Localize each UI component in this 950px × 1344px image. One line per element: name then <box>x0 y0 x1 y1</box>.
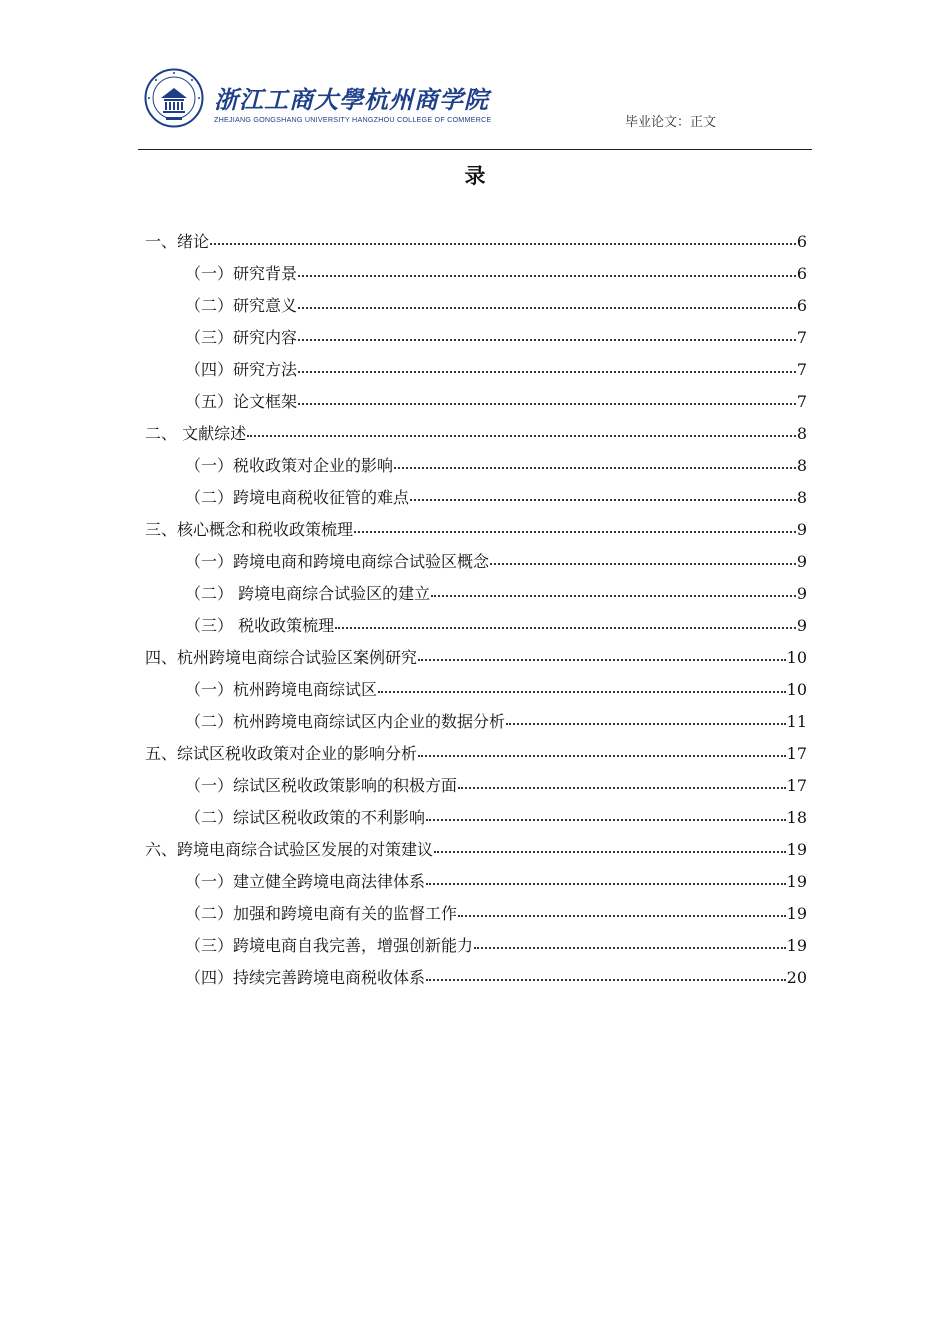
toc-section-entry[interactable] <box>145 898 807 930</box>
toc-page-number: 20 <box>786 968 807 987</box>
toc-page-number: 19 <box>786 904 807 923</box>
toc-section-entry[interactable] <box>145 386 807 418</box>
toc-entry-title: （二）加强和跨境电商有关的监督工作 <box>185 904 458 923</box>
toc-dot-leader <box>426 805 786 821</box>
toc-dot-leader <box>506 709 786 725</box>
toc-dot-leader <box>458 773 786 789</box>
header-divider <box>138 149 812 150</box>
toc-chapter-entry[interactable] <box>145 834 807 866</box>
toc-page-number: 6 <box>796 232 807 251</box>
toc-dot-leader <box>431 581 796 597</box>
toc-entry-title: （一）杭州跨境电商综试区 <box>185 680 378 699</box>
toc-section-entry[interactable] <box>145 482 807 514</box>
toc-section-entry[interactable] <box>145 354 807 386</box>
toc-section-entry[interactable] <box>145 770 807 802</box>
toc-dot-leader <box>394 453 796 469</box>
toc-dot-leader <box>298 357 796 373</box>
toc-dot-leader <box>247 421 796 437</box>
toc-page-number: 7 <box>796 328 807 347</box>
toc-page-number: 10 <box>786 680 807 699</box>
toc-dot-leader <box>298 389 796 405</box>
toc-section-entry[interactable] <box>145 930 807 962</box>
toc-entry-title: （三）跨境电商自我完善，增强创新能力 <box>185 936 474 955</box>
toc-dot-leader <box>426 869 786 885</box>
toc-page-number: 6 <box>796 264 807 283</box>
toc-entry-title: 六、跨境电商综合试验区发展的对策建议 <box>145 840 434 859</box>
toc-dot-leader <box>426 965 786 981</box>
toc-dot-leader <box>354 517 796 533</box>
toc-title: 录 <box>464 164 486 188</box>
toc-entry-title: 四、杭州跨境电商综合试验区案例研究 <box>145 648 418 667</box>
toc-page-number: 19 <box>786 872 807 891</box>
toc-entry-title: （二） 跨境电商综合试验区的建立 <box>185 584 431 603</box>
toc-dot-leader <box>378 677 786 693</box>
toc-dot-leader <box>298 325 796 341</box>
toc-entry-title: （四）持续完善跨境电商税收体系 <box>185 968 426 987</box>
school-name-english: ZHEJIANG GONGSHANG UNIVERSITY HANGZHOU COLLEGE OF COMMERCE <box>214 115 492 124</box>
toc-entry-title: 二、 文献综述 <box>145 424 247 443</box>
toc-section-entry[interactable] <box>145 290 807 322</box>
toc-page-number: 11 <box>786 712 807 731</box>
toc-dot-leader <box>210 229 796 245</box>
toc-section-entry[interactable] <box>145 258 807 290</box>
toc-entry-title: （一）跨境电商和跨境电商综合试验区概念 <box>185 552 490 571</box>
toc-entry-title: （三）研究内容 <box>185 328 298 347</box>
university-seal-icon <box>144 68 204 128</box>
toc-page-number: 17 <box>786 776 807 795</box>
toc-dot-leader <box>458 901 786 917</box>
toc-page-number: 9 <box>796 584 807 603</box>
toc-dot-leader <box>410 485 796 501</box>
toc-entry-title: （四）研究方法 <box>185 360 298 379</box>
toc-section-entry[interactable] <box>145 962 807 994</box>
toc-chapter-entry[interactable] <box>145 642 807 674</box>
toc-entry-title: （五）论文框架 <box>185 392 298 411</box>
toc-dot-leader <box>490 549 796 565</box>
toc-dot-leader <box>474 933 786 949</box>
toc-page-number: 18 <box>786 808 807 827</box>
toc-entry-title: （一）建立健全跨境电商法律体系 <box>185 872 426 891</box>
toc-section-entry[interactable] <box>145 322 807 354</box>
toc-chapter-entry[interactable] <box>145 418 807 450</box>
toc-page-number: 9 <box>796 552 807 571</box>
toc-entry-title: （二）跨境电商税收征管的难点 <box>185 488 410 507</box>
toc-section-entry[interactable] <box>145 706 807 738</box>
toc-section-entry[interactable] <box>145 866 807 898</box>
toc-dot-leader <box>434 837 786 853</box>
toc-chapter-entry[interactable] <box>145 514 807 546</box>
toc-entry-title: （三） 税收政策梳理 <box>185 616 335 635</box>
toc-section-entry[interactable] <box>145 674 807 706</box>
toc-page-number: 10 <box>786 648 807 667</box>
toc-dot-leader <box>418 645 786 661</box>
toc-entry-title: （一）税收政策对企业的影响 <box>185 456 394 475</box>
toc-entry-title: （一）研究背景 <box>185 264 298 283</box>
toc-section-entry[interactable] <box>145 546 807 578</box>
toc-page-number: 9 <box>796 616 807 635</box>
toc-page-number: 8 <box>796 424 807 443</box>
toc-page-number: 7 <box>796 392 807 411</box>
toc-chapter-entry[interactable] <box>145 738 807 770</box>
toc-section-entry[interactable] <box>145 578 807 610</box>
toc-entry-title: （二）综试区税收政策的不利影响 <box>185 808 426 827</box>
toc-section-entry[interactable] <box>145 450 807 482</box>
document-type-label: 毕业论文：正文 <box>624 115 716 130</box>
toc-page-number: 6 <box>796 296 807 315</box>
toc-entry-title: 三、核心概念和税收政策梳理 <box>145 520 354 539</box>
toc-page-number: 8 <box>796 488 807 507</box>
toc-page-number: 17 <box>786 744 807 763</box>
page-header <box>138 62 812 148</box>
toc-dot-leader <box>298 293 796 309</box>
toc-page-number: 19 <box>786 936 807 955</box>
toc-dot-leader <box>418 741 786 757</box>
toc-section-entry[interactable] <box>145 610 807 642</box>
toc-page-number: 7 <box>796 360 807 379</box>
toc-page-number: 8 <box>796 456 807 475</box>
table-of-contents <box>145 226 807 994</box>
school-name-chinese: 浙江工商大學杭州商学院 <box>214 86 489 114</box>
toc-entry-title: 一、绪论 <box>145 232 210 251</box>
toc-page-number: 9 <box>796 520 807 539</box>
toc-section-entry[interactable] <box>145 802 807 834</box>
toc-page-number: 19 <box>786 840 807 859</box>
toc-chapter-entry[interactable] <box>145 226 807 258</box>
toc-entry-title: （一）综试区税收政策影响的积极方面 <box>185 776 458 795</box>
toc-entry-title: （二）杭州跨境电商综试区内企业的数据分析 <box>185 712 506 731</box>
toc-dot-leader <box>335 613 796 629</box>
toc-dot-leader <box>298 261 796 277</box>
toc-entry-title: 五、综试区税收政策对企业的影响分析 <box>145 744 418 763</box>
toc-entry-title: （二）研究意义 <box>185 296 298 315</box>
university-logo <box>144 68 492 132</box>
